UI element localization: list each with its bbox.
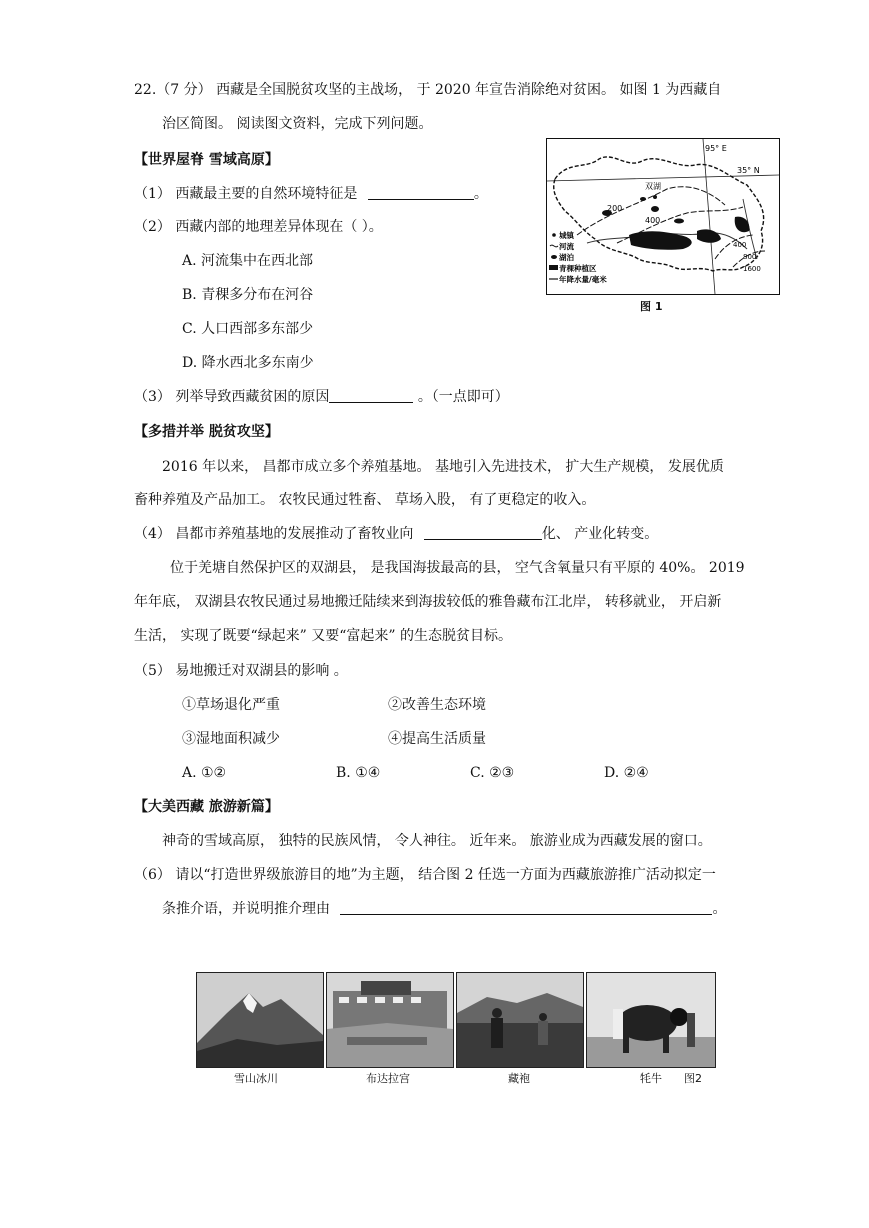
label-iso-200: 200 — [607, 204, 623, 213]
choice-b[interactable]: B. ①④ — [336, 765, 381, 781]
question-2: （2） 西藏内部的地理差异体现在（ ）。 — [134, 219, 383, 235]
legend-isohyet: 年降水量/毫米 — [559, 275, 607, 284]
statement-2: ②改善生态环境 — [388, 697, 486, 713]
answer-blank-1[interactable] — [368, 185, 474, 200]
question-4-text: （4） 昌都市养殖基地的发展推动了畜牧业向 — [134, 526, 414, 542]
question-3-text: （3） 列举导致西藏贫困的原因 — [134, 389, 330, 405]
section-heading-3: 【大美西藏 旅游新篇】 — [134, 799, 279, 815]
legend-town-icon — [552, 233, 556, 237]
option-a[interactable]: A. 河流集中在西北部 — [182, 253, 314, 269]
option-b[interactable]: B. 青稞多分布在河谷 — [182, 287, 314, 303]
question-line-1: 22.（7 分） 西藏是全国脱贫攻坚的主战场， 于 2020 年宣告消除绝对贫困。 如图 1 为西藏自 — [134, 82, 722, 98]
label-iso-1600: 1600 — [743, 265, 761, 273]
photo-yak — [586, 972, 716, 1068]
paragraph-changdu-2: 畜种养殖及产品加工。 农牧民通过牲畜、 草场入股， 有了更稳定的收入。 — [134, 492, 596, 508]
legend-lake-icon — [551, 255, 557, 259]
legend-river: 河流 — [559, 242, 574, 251]
caption-potala-palace: 布达拉宫 — [366, 1072, 410, 1085]
paragraph-shuanghu-1: 位于羌塘自然保护区的双湖县， 是我国海拔最高的县， 空气含氧量只有平原的 40%。 2019 — [170, 560, 745, 576]
section-heading-2: 【多措并举 脱贫攻坚】 — [134, 424, 279, 440]
section-heading-1: 【世界屋脊 雪域高原】 — [134, 152, 279, 168]
figure-1-caption: 图 1 — [640, 300, 663, 313]
figure-2-label: 图2 — [684, 1072, 702, 1085]
legend-lake: 湖泊 — [559, 253, 574, 262]
statement-1: ①草场退化严重 — [182, 697, 280, 713]
legend-barley: 青稞种植区 — [559, 264, 597, 273]
lake-3 — [674, 219, 684, 224]
photo-tibetan-robe — [456, 972, 584, 1068]
caption-tibetan-robe: 藏袍 — [508, 1072, 530, 1085]
choice-c[interactable]: C. ②③ — [470, 765, 515, 781]
paragraph-shuanghu-3: 生活， 实现了既要“绿起来” 又要“富起来” 的生态脱贫目标。 — [134, 628, 512, 644]
question-4-end: 化、 产业化转变。 — [541, 526, 659, 542]
barley-area-2 — [697, 229, 721, 242]
label-95e: 95° E — [705, 144, 727, 153]
caption-snow-glacier: 雪山冰川 — [234, 1072, 278, 1085]
shuanghu-town-marker — [653, 195, 657, 199]
statement-3: ③湿地面积减少 — [182, 731, 280, 747]
option-c[interactable]: C. 人口西部多东部少 — [182, 321, 314, 337]
yak-illustration — [587, 973, 715, 1067]
paragraph-shuanghu-2: 年年底， 双湖县农牧民通过易地搬迁陆续来到海拔较低的雅鲁藏布江北岸， 转移就业， 开启新 — [134, 594, 722, 610]
photo-snow-glacier — [196, 972, 324, 1068]
question-1-end: 。 — [473, 186, 488, 202]
choice-a[interactable]: A. ①② — [182, 765, 227, 781]
photo-potala-palace — [326, 972, 454, 1068]
label-iso-400a: 400 — [645, 216, 661, 225]
map-legend — [549, 230, 607, 284]
choice-d[interactable]: D. ②④ — [604, 765, 649, 781]
parallel-35n — [547, 175, 779, 181]
tibet-map-drawing — [547, 139, 779, 294]
lake-2 — [651, 206, 659, 212]
label-shuanghu: 双湖 — [645, 182, 661, 191]
question-1-text: （1） 西藏最主要的自然环境特征是 — [134, 186, 358, 202]
question-5: （5） 易地搬迁对双湖县的影响 。 — [134, 663, 348, 679]
question-3-end: 。（一点即可） — [417, 389, 509, 405]
question-3 — [134, 387, 509, 407]
snow-glacier-illustration — [197, 973, 323, 1067]
answer-blank-4[interactable] — [424, 525, 542, 540]
question-1 — [134, 184, 488, 204]
statement-4: ④提高生活质量 — [388, 731, 486, 747]
caption-yak: 牦牛 — [640, 1072, 662, 1085]
paragraph-changdu-1: 2016 年以来， 昌都市成立多个养殖基地。 基地引入先进技术， 扩大生产规模， 发展优质 — [162, 459, 724, 475]
question-6-line-1: （6） 请以“打造世界级旅游目的地”为主题， 结合图 2 任选一方面为西藏旅游推广活动拟定一 — [134, 867, 716, 883]
question-4 — [134, 524, 658, 544]
legend-barley-icon — [549, 265, 558, 270]
legend-town: 城镇 — [559, 231, 574, 240]
tibet-map — [546, 138, 780, 295]
question-6-end: 。 — [712, 901, 727, 917]
tibet-boundary — [554, 157, 764, 271]
question-line-2: 治区简图。 阅读图文资料，完成下列问题。 — [162, 116, 433, 132]
label-iso-400b: 400 — [733, 241, 747, 249]
tibetan-robe-illustration — [457, 973, 583, 1067]
label-35n: 35° N — [737, 166, 760, 175]
paragraph-tourism: 神奇的雪域高原， 独特的民族风情， 令人神往。 近年来。 旅游业成为西藏发展的窗口。 — [162, 833, 712, 849]
question-6-line-2 — [162, 899, 726, 919]
option-d[interactable]: D. 降水西北多东南少 — [182, 355, 314, 371]
question-6-text: 条推介语，并说明推介理由 — [162, 901, 330, 917]
answer-blank-6[interactable] — [340, 900, 712, 915]
label-iso-800: 800 — [743, 253, 757, 261]
potala-palace-illustration — [327, 973, 453, 1067]
answer-blank-3[interactable] — [329, 388, 413, 403]
legend-river-icon — [550, 245, 558, 247]
